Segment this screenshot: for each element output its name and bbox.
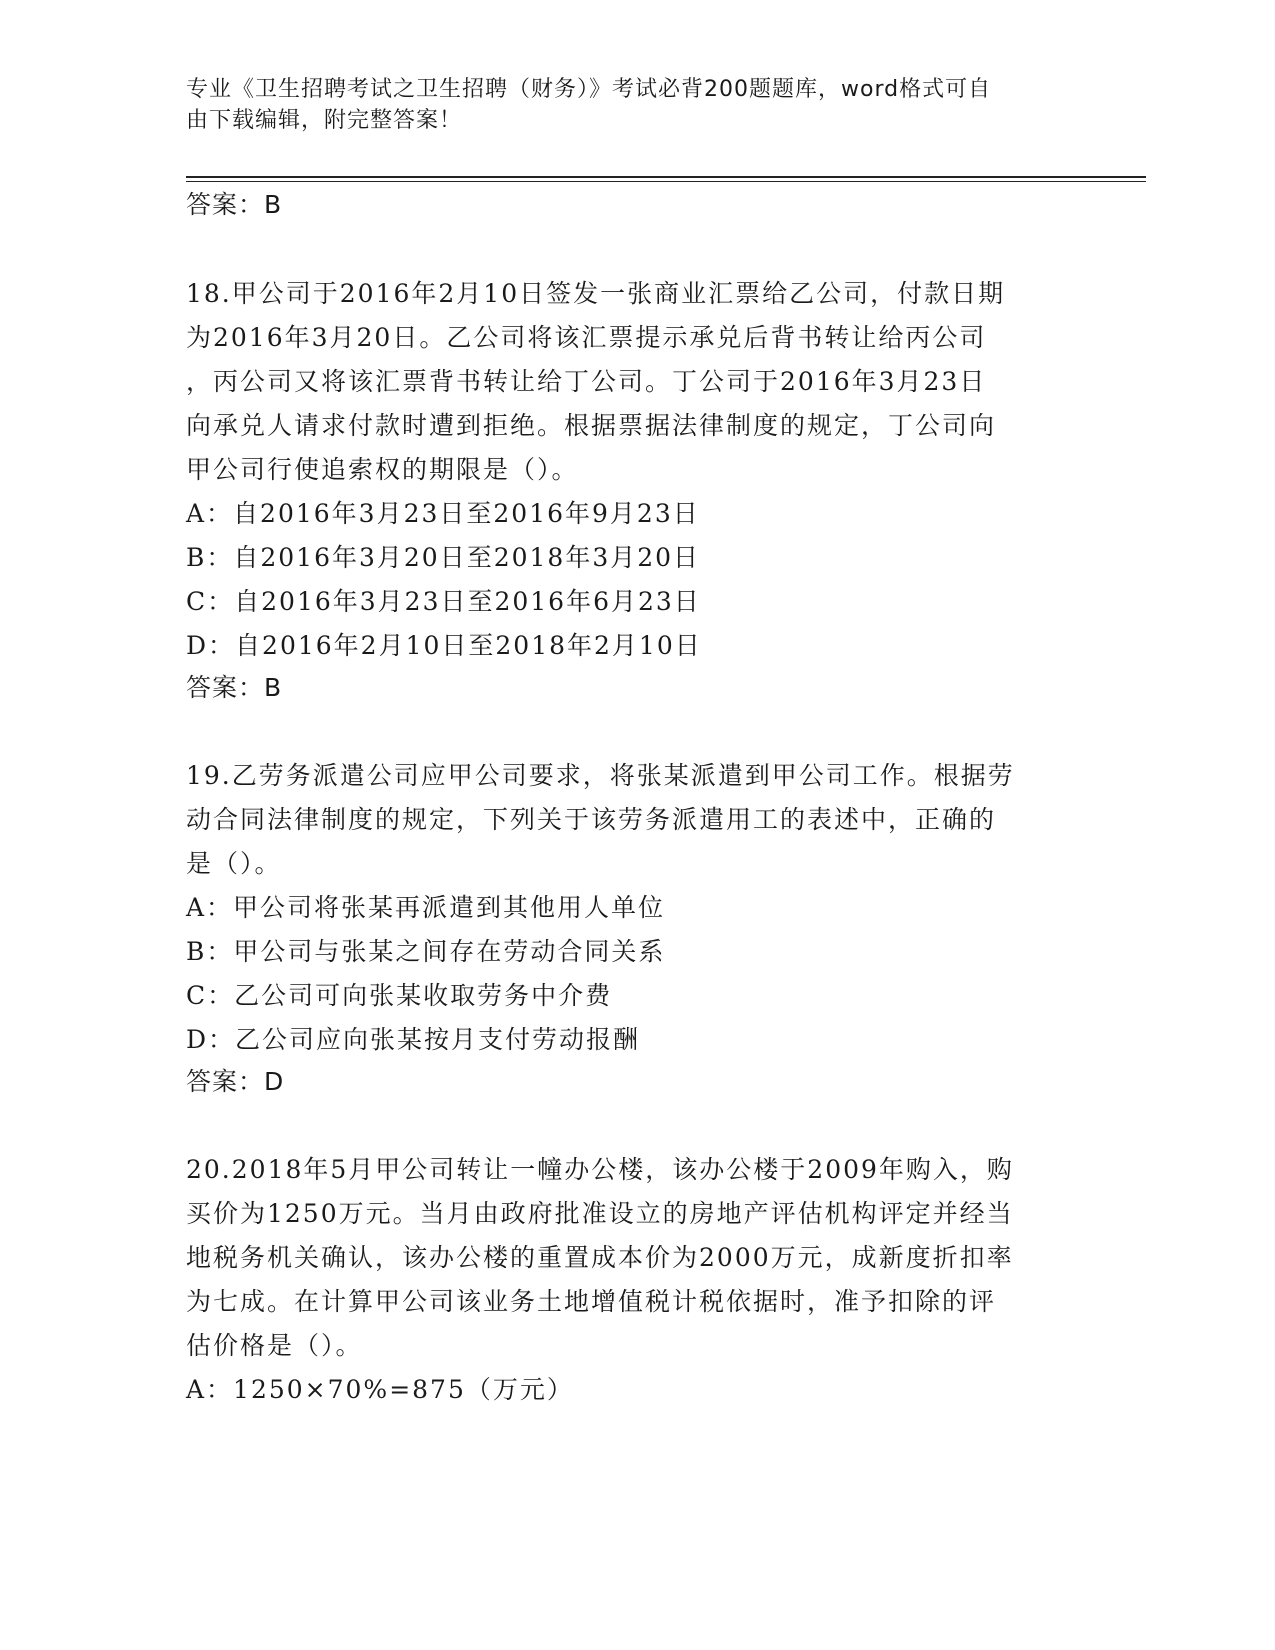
header-divider-thin bbox=[186, 181, 1146, 182]
q19-line-2: 动合同法律制度的规定，下列关于该劳务派遣用工的表述中，正确的 bbox=[186, 805, 997, 834]
q19-option-b: B：甲公司与张某之间存在劳动合同关系 bbox=[186, 937, 666, 966]
q20-line-2: 买价为1250万元。当月由政府批准设立的房地产评估机构评定并经当 bbox=[186, 1199, 1014, 1228]
q19-line-1: 19.乙劳务派遣公司应甲公司要求，将张某派遣到甲公司工作。根据劳 bbox=[186, 761, 1015, 790]
q18-line-1: 18.甲公司于2016年2月10日签发一张商业汇票给乙公司，付款日期 bbox=[186, 279, 1006, 308]
q19-option-a: A：甲公司将张某再派遣到其他用人单位 bbox=[186, 893, 666, 922]
q20-line-4: 为七成。在计算甲公司该业务土地增值税计税依据时，准予扣除的评 bbox=[186, 1287, 997, 1316]
q19-answer: 答案：D bbox=[186, 1067, 285, 1096]
q19-option-c: C：乙公司可向张某收取劳务中介费 bbox=[186, 981, 613, 1010]
q19-line-3: 是（）。 bbox=[186, 849, 282, 878]
header-line-1: 专业《卫生招聘考试之卫生招聘（财务）》考试必背200题题库，word格式可自 bbox=[186, 77, 992, 102]
header-divider-thick bbox=[186, 176, 1146, 178]
q20-line-3: 地税务机关确认，该办公楼的重置成本价为2000万元，成新度折扣率 bbox=[186, 1243, 1014, 1272]
document-header bbox=[186, 74, 1066, 136]
q18-line-2: 为2016年3月20日。乙公司将该汇票提示承兑后背书转让给丙公司 bbox=[186, 323, 987, 352]
q20-line-5: 估价格是（）。 bbox=[186, 1331, 363, 1360]
q18-answer: 答案：B bbox=[186, 673, 283, 702]
q20-line-1: 20.2018年5月甲公司转让一幢办公楼，该办公楼于2009年购入，购 bbox=[186, 1155, 1014, 1184]
q18-option-c: C：自2016年3月23日至2016年6月23日 bbox=[186, 587, 701, 616]
header-line-2: 由下载编辑，附完整答案！ bbox=[186, 108, 463, 133]
q20-option-a: A：1250×70%=875（万元） bbox=[186, 1375, 574, 1404]
q18-option-d: D：自2016年2月10日至2018年2月10日 bbox=[186, 631, 702, 660]
q19-option-d: D：乙公司应向张某按月支付劳动报酬 bbox=[186, 1025, 641, 1054]
q18-option-a: A：自2016年3月23日至2016年9月23日 bbox=[186, 499, 700, 528]
q18-line-4: 向承兑人请求付款时遭到拒绝。根据票据法律制度的规定，丁公司向 bbox=[186, 411, 997, 440]
previous-answer: 答案：B bbox=[186, 190, 283, 219]
q18-option-b: B：自2016年3月20日至2018年3月20日 bbox=[186, 543, 701, 572]
q18-line-5: 甲公司行使追索权的期限是（）。 bbox=[186, 455, 579, 484]
q18-line-3: ，丙公司又将该汇票背书转让给丁公司。丁公司于2016年3月23日 bbox=[186, 367, 987, 396]
